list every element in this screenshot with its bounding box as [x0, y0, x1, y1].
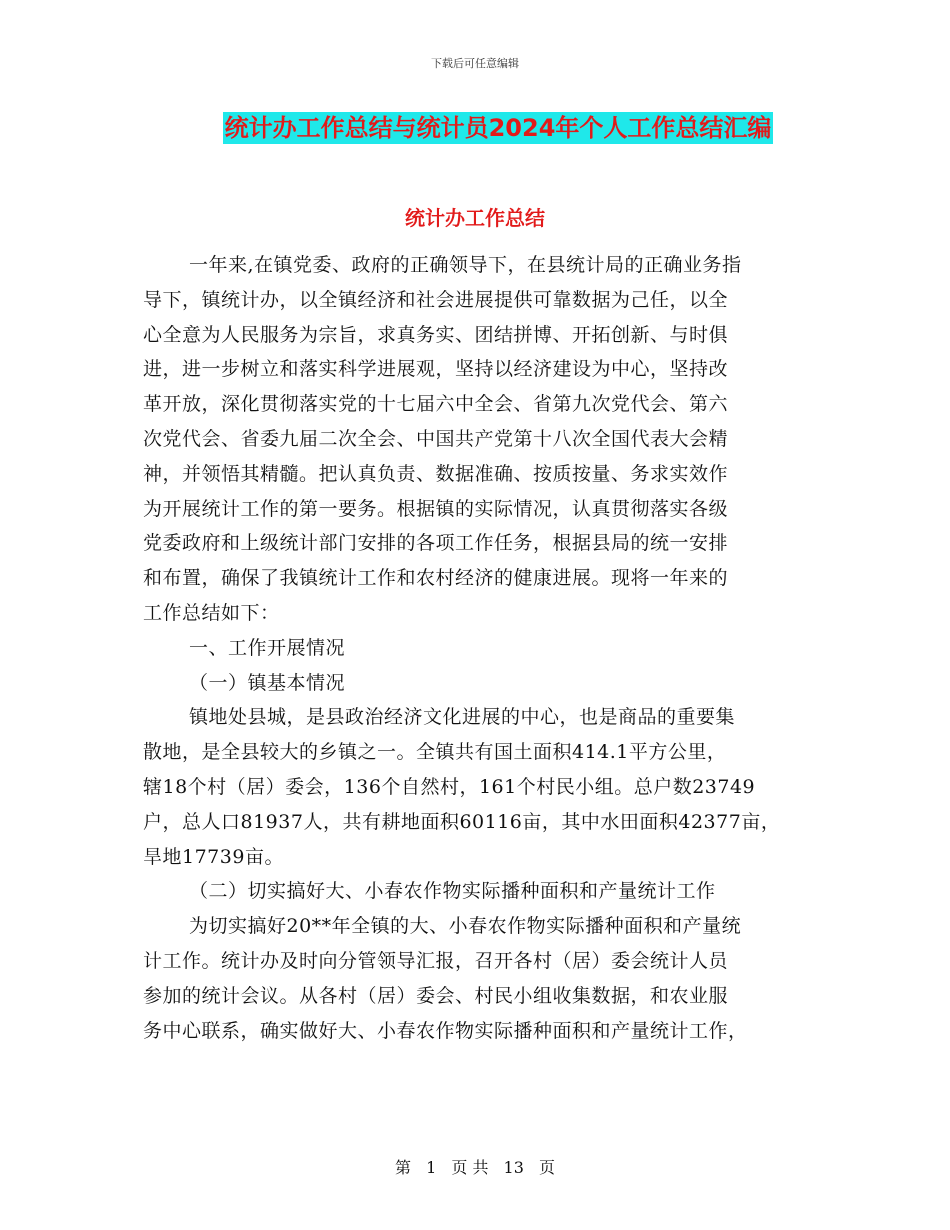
footer-total-pages: 13: [503, 1158, 524, 1177]
body-line: 和布置，确保了我镇统计工作和农村经济的健康进展。现将一年来的: [143, 567, 729, 590]
footer-suffix: 页: [539, 1158, 556, 1177]
page-footer: [0, 1155, 950, 1178]
body-line: 一年来,在镇党委、政府的正确领导下，在县统计局的正确业务指: [189, 254, 742, 276]
header-note: 下载后可任意编辑: [431, 57, 519, 70]
body-line: 一、工作开展情况: [189, 636, 346, 659]
body-line: 党委政府和上级统计部门安排的各项工作任务，根据县局的统一安排: [143, 532, 729, 555]
footer-middle: 页 共: [451, 1158, 489, 1177]
body-line: 参加的统计会议。从各村（居）委会、村民小组收集数据，和农业服: [143, 984, 729, 1007]
body-line: 辖18个村（居）委会，136个自然村，161个村民小组。总户数23749: [143, 775, 756, 798]
body-line: 导下，镇统计办，以全镇经济和社会进展提供可靠数据为己任，以全: [143, 288, 729, 311]
body-line: 户，总人口81937人，共有耕地面积60116亩，其中水田面积42377亩，: [143, 810, 781, 833]
body-line: 工作总结如下：: [143, 601, 280, 624]
main-title-wrap: [0, 112, 950, 144]
section-title: 统计办工作总结: [405, 206, 545, 230]
body-line: 镇地处县城，是县政治经济文化进展的中心，也是商品的重要集: [189, 706, 736, 729]
body-line: 次党代会、省委九届二次全会、中国共产党第十八次全国代表大会精: [143, 427, 729, 450]
body-line: 革开放，深化贯彻落实党的十七届六中全会、省第九次党代会、第六: [143, 393, 729, 416]
body-line: （一）镇基本情况: [189, 671, 346, 694]
footer-prefix: 第: [394, 1158, 411, 1177]
body-line: 进，进一步树立和落实科学进展观，坚持以经济建设为中心，坚持改: [143, 358, 729, 381]
body-line: 心全意为人民服务为宗旨，求真务实、团结拼博、开拓创新、与时俱: [143, 323, 729, 346]
main-title: 统计办工作总结与统计员2024年个人工作总结汇编: [224, 114, 772, 142]
body-line: 旱地17739亩。: [143, 845, 284, 868]
body-line: 神，并领悟其精髓。把认真负责、数据准确、按质按量、务求实效作: [143, 462, 729, 485]
body-line: 务中心联系，确实做好大、小春农作物实际播种面积和产量统计工作，: [143, 1019, 748, 1042]
body-line: 为切实搞好20**年全镇的大、小春农作物实际播种面积和产量统: [189, 915, 742, 938]
body-line: 为开展统计工作的第一要务。根据镇的实际情况，认真贯彻落实各级: [143, 497, 729, 520]
body-line: 散地，是全县较大的乡镇之一。全镇共有国土面积414.1平方公里，: [143, 741, 727, 764]
body-text: [143, 248, 833, 1048]
body-line: 计工作。统计办及时向分管领导汇报，召开各村（居）委会统计人员: [143, 949, 729, 972]
footer-page-number: 1: [426, 1158, 437, 1177]
body-line: （二）切实搞好大、小春农作物实际播种面积和产量统计工作: [189, 880, 716, 903]
